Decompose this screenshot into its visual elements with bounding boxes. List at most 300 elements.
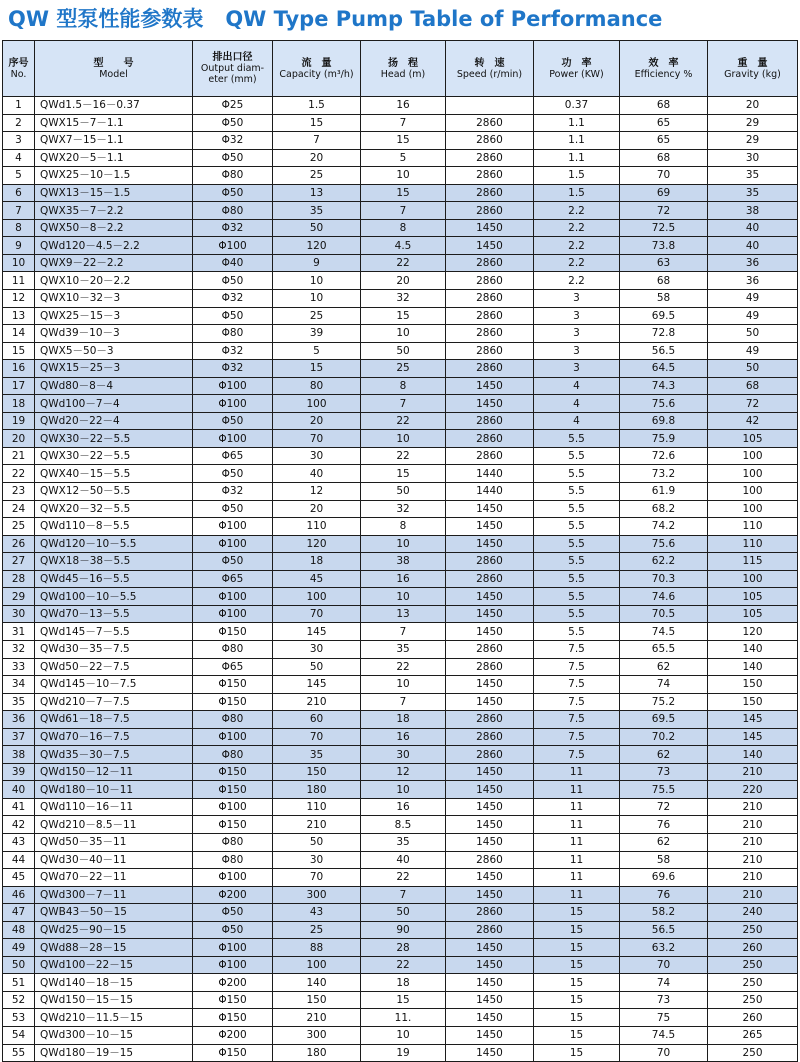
header-head (361, 41, 446, 97)
table-row (3, 553, 798, 571)
cell-no: 46 (3, 886, 35, 904)
cell-power: 3 (534, 360, 620, 378)
cell-gravity: 120 (708, 623, 798, 641)
header-capacity-en: Capacity (m³/h) (279, 68, 354, 80)
cell-efficiency: 58.2 (620, 904, 708, 922)
cell-capacity: 100 (273, 395, 361, 413)
cell-gravity: 40 (708, 219, 798, 237)
cell-gravity: 72 (708, 395, 798, 413)
cell-no: 4 (3, 149, 35, 167)
cell-gravity: 49 (708, 307, 798, 325)
table-row (3, 535, 798, 553)
cell-power: 15 (534, 904, 620, 922)
cell-output-diameter: Φ100 (193, 956, 273, 974)
cell-speed: 2860 (446, 132, 534, 150)
cell-capacity: 180 (273, 1044, 361, 1062)
cell-efficiency: 72 (620, 202, 708, 220)
cell-output-diameter: Φ80 (193, 746, 273, 764)
cell-output-diameter: Φ150 (193, 991, 273, 1009)
cell-speed: 1450 (446, 833, 534, 851)
cell-efficiency: 58 (620, 851, 708, 869)
cell-capacity: 110 (273, 798, 361, 816)
cell-speed: 1450 (446, 869, 534, 887)
cell-head: 15 (361, 184, 446, 202)
cell-gravity: 105 (708, 430, 798, 448)
cell-output-diameter: Φ65 (193, 447, 273, 465)
cell-head: 16 (361, 97, 446, 115)
cell-head: 8 (361, 219, 446, 237)
cell-speed: 1450 (446, 395, 534, 413)
cell-head: 10 (361, 430, 446, 448)
cell-no: 25 (3, 518, 35, 536)
cell-efficiency: 63.2 (620, 939, 708, 957)
cell-power: 2.2 (534, 202, 620, 220)
cell-power: 5.5 (534, 623, 620, 641)
page-title-zh: QW 型泵性能参数表 (8, 7, 204, 31)
cell-efficiency: 68.2 (620, 500, 708, 518)
cell-capacity: 50 (273, 833, 361, 851)
cell-gravity: 210 (708, 869, 798, 887)
cell-no: 33 (3, 658, 35, 676)
cell-efficiency: 56.5 (620, 342, 708, 360)
cell-efficiency: 74 (620, 974, 708, 992)
table-row (3, 746, 798, 764)
cell-power: 5.5 (534, 605, 620, 623)
cell-gravity: 50 (708, 360, 798, 378)
cell-output-diameter: Φ100 (193, 377, 273, 395)
cell-output-diameter: Φ100 (193, 869, 273, 887)
cell-output-diameter: Φ100 (193, 535, 273, 553)
cell-capacity: 70 (273, 869, 361, 887)
cell-no: 40 (3, 781, 35, 799)
cell-efficiency: 73 (620, 991, 708, 1009)
cell-model: QWB43－50－15 (35, 904, 193, 922)
cell-output-diameter: Φ200 (193, 974, 273, 992)
cell-gravity: 100 (708, 483, 798, 501)
cell-no: 12 (3, 290, 35, 308)
cell-no: 21 (3, 447, 35, 465)
cell-head: 25 (361, 360, 446, 378)
cell-power: 11 (534, 886, 620, 904)
cell-efficiency: 70.5 (620, 605, 708, 623)
cell-model: QWX30－22－5.5 (35, 447, 193, 465)
cell-capacity: 20 (273, 149, 361, 167)
cell-efficiency: 68 (620, 97, 708, 115)
cell-model: QWd100－7－4 (35, 395, 193, 413)
cell-power: 15 (534, 974, 620, 992)
cell-output-diameter: Φ32 (193, 342, 273, 360)
table-row (3, 1009, 798, 1027)
cell-head: 11. (361, 1009, 446, 1027)
cell-efficiency: 75.9 (620, 430, 708, 448)
cell-gravity: 50 (708, 325, 798, 343)
cell-no: 47 (3, 904, 35, 922)
cell-power: 4 (534, 412, 620, 430)
cell-power: 5.5 (534, 535, 620, 553)
cell-model: QWd100－10－5.5 (35, 588, 193, 606)
cell-model: QWd120－4.5－2.2 (35, 237, 193, 255)
cell-no: 50 (3, 956, 35, 974)
cell-capacity: 13 (273, 184, 361, 202)
cell-no: 53 (3, 1009, 35, 1027)
table-row (3, 869, 798, 887)
cell-gravity: 210 (708, 816, 798, 834)
cell-model: QWd70－13－5.5 (35, 605, 193, 623)
cell-efficiency: 75.5 (620, 781, 708, 799)
cell-model: QWd30－35－7.5 (35, 640, 193, 658)
cell-capacity: 30 (273, 640, 361, 658)
table-row (3, 851, 798, 869)
cell-power: 5.5 (534, 483, 620, 501)
cell-no: 43 (3, 833, 35, 851)
cell-output-diameter: Φ32 (193, 219, 273, 237)
cell-model: QWX50－8－2.2 (35, 219, 193, 237)
cell-efficiency: 62 (620, 746, 708, 764)
cell-efficiency: 76 (620, 816, 708, 834)
cell-efficiency: 68 (620, 272, 708, 290)
cell-gravity: 220 (708, 781, 798, 799)
cell-no: 11 (3, 272, 35, 290)
cell-no: 28 (3, 570, 35, 588)
cell-no: 7 (3, 202, 35, 220)
cell-model: QWd145－10－7.5 (35, 676, 193, 694)
cell-output-diameter: Φ150 (193, 1009, 273, 1027)
cell-model: QWd150－15－15 (35, 991, 193, 1009)
cell-output-diameter: Φ65 (193, 658, 273, 676)
cell-power: 15 (534, 956, 620, 974)
header-gravity (708, 41, 798, 97)
cell-no: 35 (3, 693, 35, 711)
cell-model: QWd50－35－11 (35, 833, 193, 851)
header-capacity (273, 41, 361, 97)
cell-head: 30 (361, 746, 446, 764)
cell-speed: 2860 (446, 202, 534, 220)
header-speed-zh: 转 速 (474, 57, 505, 69)
cell-power: 3 (534, 342, 620, 360)
cell-capacity: 180 (273, 781, 361, 799)
cell-model: QWd140－18－15 (35, 974, 193, 992)
cell-head: 8.5 (361, 816, 446, 834)
cell-model: QWd70－22－11 (35, 869, 193, 887)
table-row (3, 728, 798, 746)
cell-head: 7 (361, 693, 446, 711)
header-model (35, 41, 193, 97)
cell-efficiency: 56.5 (620, 921, 708, 939)
header-power-zh: 功 率 (561, 57, 592, 69)
cell-capacity: 50 (273, 658, 361, 676)
cell-power: 5.5 (534, 465, 620, 483)
cell-efficiency: 63 (620, 254, 708, 272)
cell-capacity: 12 (273, 483, 361, 501)
cell-head: 7 (361, 114, 446, 132)
cell-capacity: 210 (273, 1009, 361, 1027)
cell-gravity: 49 (708, 290, 798, 308)
cell-gravity: 240 (708, 904, 798, 922)
cell-efficiency: 65 (620, 132, 708, 150)
cell-efficiency: 74.2 (620, 518, 708, 536)
cell-power: 5.5 (534, 588, 620, 606)
cell-capacity: 30 (273, 851, 361, 869)
cell-efficiency: 62.2 (620, 553, 708, 571)
cell-head: 4.5 (361, 237, 446, 255)
cell-speed: 2860 (446, 254, 534, 272)
table-row (3, 132, 798, 150)
cell-model: QWd110－16－11 (35, 798, 193, 816)
header-efficiency-zh: 效 率 (648, 57, 679, 69)
cell-output-diameter: Φ32 (193, 290, 273, 308)
cell-capacity: 9 (273, 254, 361, 272)
header-gravity-zh: 重 量 (737, 57, 768, 69)
cell-model: QWd25－90－15 (35, 921, 193, 939)
cell-power: 5.5 (534, 430, 620, 448)
cell-efficiency: 69.5 (620, 307, 708, 325)
cell-power: 3 (534, 325, 620, 343)
cell-speed: 2860 (446, 728, 534, 746)
cell-model: QWX15－7－1.1 (35, 114, 193, 132)
cell-power: 3 (534, 290, 620, 308)
cell-gravity: 38 (708, 202, 798, 220)
cell-power: 7.5 (534, 640, 620, 658)
cell-efficiency: 65.5 (620, 640, 708, 658)
cell-speed: 1450 (446, 535, 534, 553)
cell-output-diameter: Φ80 (193, 167, 273, 185)
cell-output-diameter: Φ200 (193, 1026, 273, 1044)
cell-output-diameter: Φ100 (193, 588, 273, 606)
table-row (3, 430, 798, 448)
cell-capacity: 300 (273, 886, 361, 904)
cell-efficiency: 69.5 (620, 711, 708, 729)
cell-power: 11 (534, 781, 620, 799)
cell-power: 7.5 (534, 728, 620, 746)
cell-head: 15 (361, 465, 446, 483)
header-output-diameter-zh: 排出口径 (212, 52, 253, 63)
cell-power: 5.5 (534, 553, 620, 571)
table-row (3, 605, 798, 623)
cell-efficiency: 68 (620, 149, 708, 167)
cell-speed: 2860 (446, 658, 534, 676)
cell-gravity: 49 (708, 342, 798, 360)
cell-capacity: 20 (273, 412, 361, 430)
cell-gravity: 140 (708, 640, 798, 658)
cell-head: 7 (361, 886, 446, 904)
cell-no: 19 (3, 412, 35, 430)
cell-gravity: 260 (708, 1009, 798, 1027)
table-row (3, 219, 798, 237)
cell-capacity: 35 (273, 746, 361, 764)
cell-output-diameter: Φ80 (193, 833, 273, 851)
cell-gravity: 150 (708, 676, 798, 694)
cell-speed: 2860 (446, 307, 534, 325)
cell-head: 50 (361, 342, 446, 360)
cell-model: QWX12－50－5.5 (35, 483, 193, 501)
cell-no: 26 (3, 535, 35, 553)
cell-no: 16 (3, 360, 35, 378)
cell-head: 5 (361, 149, 446, 167)
cell-gravity: 260 (708, 939, 798, 957)
cell-speed: 2860 (446, 290, 534, 308)
cell-capacity: 15 (273, 360, 361, 378)
table-row (3, 518, 798, 536)
cell-capacity: 300 (273, 1026, 361, 1044)
cell-model: QWX10－20－2.2 (35, 272, 193, 290)
cell-speed: 1450 (446, 1026, 534, 1044)
cell-gravity: 40 (708, 237, 798, 255)
cell-no: 44 (3, 851, 35, 869)
cell-head: 10 (361, 1026, 446, 1044)
cell-head: 8 (361, 377, 446, 395)
cell-efficiency: 73.8 (620, 237, 708, 255)
table-row (3, 307, 798, 325)
cell-model: QWd120－10－5.5 (35, 535, 193, 553)
cell-output-diameter: Φ80 (193, 711, 273, 729)
cell-power: 11 (534, 833, 620, 851)
cell-speed: 1450 (446, 781, 534, 799)
header-output-diameter (193, 41, 273, 97)
cell-power: 5.5 (534, 518, 620, 536)
cell-speed: 1450 (446, 974, 534, 992)
cell-efficiency: 74 (620, 676, 708, 694)
cell-gravity: 250 (708, 956, 798, 974)
cell-efficiency: 69.6 (620, 869, 708, 887)
cell-speed: 2860 (446, 711, 534, 729)
cell-head: 8 (361, 518, 446, 536)
cell-gravity: 100 (708, 465, 798, 483)
cell-model: QWX15－25－3 (35, 360, 193, 378)
cell-gravity: 100 (708, 500, 798, 518)
cell-power: 4 (534, 377, 620, 395)
cell-head: 22 (361, 869, 446, 887)
cell-power: 5.5 (534, 500, 620, 518)
cell-no: 17 (3, 377, 35, 395)
cell-efficiency: 72 (620, 798, 708, 816)
cell-efficiency: 75.2 (620, 693, 708, 711)
cell-speed: 2860 (446, 360, 534, 378)
cell-power: 15 (534, 939, 620, 957)
cell-no: 9 (3, 237, 35, 255)
header-capacity-zh: 流 量 (301, 57, 332, 69)
cell-gravity: 140 (708, 746, 798, 764)
table-row (3, 974, 798, 992)
cell-efficiency: 74.5 (620, 1026, 708, 1044)
cell-speed (446, 97, 534, 115)
cell-output-diameter: Φ50 (193, 904, 273, 922)
cell-model: QWX10－32－3 (35, 290, 193, 308)
cell-gravity: 265 (708, 1026, 798, 1044)
cell-speed: 1450 (446, 886, 534, 904)
cell-output-diameter: Φ100 (193, 605, 273, 623)
cell-capacity: 70 (273, 430, 361, 448)
table-row (3, 149, 798, 167)
cell-capacity: 88 (273, 939, 361, 957)
table-row (3, 1026, 798, 1044)
cell-no: 10 (3, 254, 35, 272)
cell-speed: 1450 (446, 377, 534, 395)
cell-speed: 2860 (446, 430, 534, 448)
cell-no: 20 (3, 430, 35, 448)
cell-no: 31 (3, 623, 35, 641)
cell-speed: 2860 (446, 412, 534, 430)
cell-head: 32 (361, 290, 446, 308)
cell-output-diameter: Φ100 (193, 518, 273, 536)
table-row (3, 272, 798, 290)
cell-efficiency: 74.5 (620, 623, 708, 641)
cell-no: 29 (3, 588, 35, 606)
cell-output-diameter: Φ80 (193, 325, 273, 343)
cell-power: 7.5 (534, 676, 620, 694)
header-output-diameter-en: Output diam-eter (mm) (200, 63, 265, 85)
cell-speed: 1450 (446, 956, 534, 974)
cell-gravity: 150 (708, 693, 798, 711)
cell-gravity: 100 (708, 447, 798, 465)
cell-model: QWX5－50－3 (35, 342, 193, 360)
cell-speed: 1450 (446, 237, 534, 255)
cell-gravity: 210 (708, 833, 798, 851)
cell-capacity: 145 (273, 676, 361, 694)
cell-efficiency: 64.5 (620, 360, 708, 378)
cell-output-diameter: Φ50 (193, 184, 273, 202)
cell-gravity: 110 (708, 518, 798, 536)
cell-model: QWd20－22－4 (35, 412, 193, 430)
cell-efficiency: 73.2 (620, 465, 708, 483)
cell-power: 1.1 (534, 132, 620, 150)
cell-speed: 2860 (446, 921, 534, 939)
cell-model: QWX18－38－5.5 (35, 553, 193, 571)
cell-gravity: 36 (708, 254, 798, 272)
cell-gravity: 110 (708, 535, 798, 553)
table-row (3, 904, 798, 922)
cell-gravity: 105 (708, 605, 798, 623)
cell-gravity: 29 (708, 114, 798, 132)
cell-power: 3 (534, 307, 620, 325)
table-body (3, 97, 798, 1062)
cell-model: QWX13－15－1.5 (35, 184, 193, 202)
cell-efficiency: 73 (620, 763, 708, 781)
cell-output-diameter: Φ200 (193, 886, 273, 904)
cell-speed: 2860 (446, 325, 534, 343)
cell-head: 18 (361, 711, 446, 729)
cell-head: 35 (361, 640, 446, 658)
cell-head: 13 (361, 605, 446, 623)
cell-model: QWd180－10－11 (35, 781, 193, 799)
cell-output-diameter: Φ50 (193, 465, 273, 483)
table-row (3, 763, 798, 781)
table-row (3, 114, 798, 132)
cell-model: QWd110－8－5.5 (35, 518, 193, 536)
cell-model: QWd210－7－7.5 (35, 693, 193, 711)
cell-speed: 1450 (446, 500, 534, 518)
cell-no: 54 (3, 1026, 35, 1044)
table-row (3, 711, 798, 729)
cell-efficiency: 69 (620, 184, 708, 202)
cell-no: 18 (3, 395, 35, 413)
header-gravity-en: Gravity (kg) (724, 68, 781, 80)
cell-head: 28 (361, 939, 446, 957)
cell-speed: 1450 (446, 991, 534, 1009)
cell-efficiency: 72.8 (620, 325, 708, 343)
header-power (534, 41, 620, 97)
cell-output-diameter: Φ100 (193, 237, 273, 255)
cell-efficiency: 75.6 (620, 535, 708, 553)
cell-head: 10 (361, 325, 446, 343)
cell-efficiency: 72.6 (620, 447, 708, 465)
cell-capacity: 110 (273, 518, 361, 536)
table-row (3, 184, 798, 202)
cell-no: 42 (3, 816, 35, 834)
cell-efficiency: 74.3 (620, 377, 708, 395)
header-no-en: No. (10, 68, 27, 80)
cell-speed: 1450 (446, 693, 534, 711)
cell-head: 22 (361, 447, 446, 465)
